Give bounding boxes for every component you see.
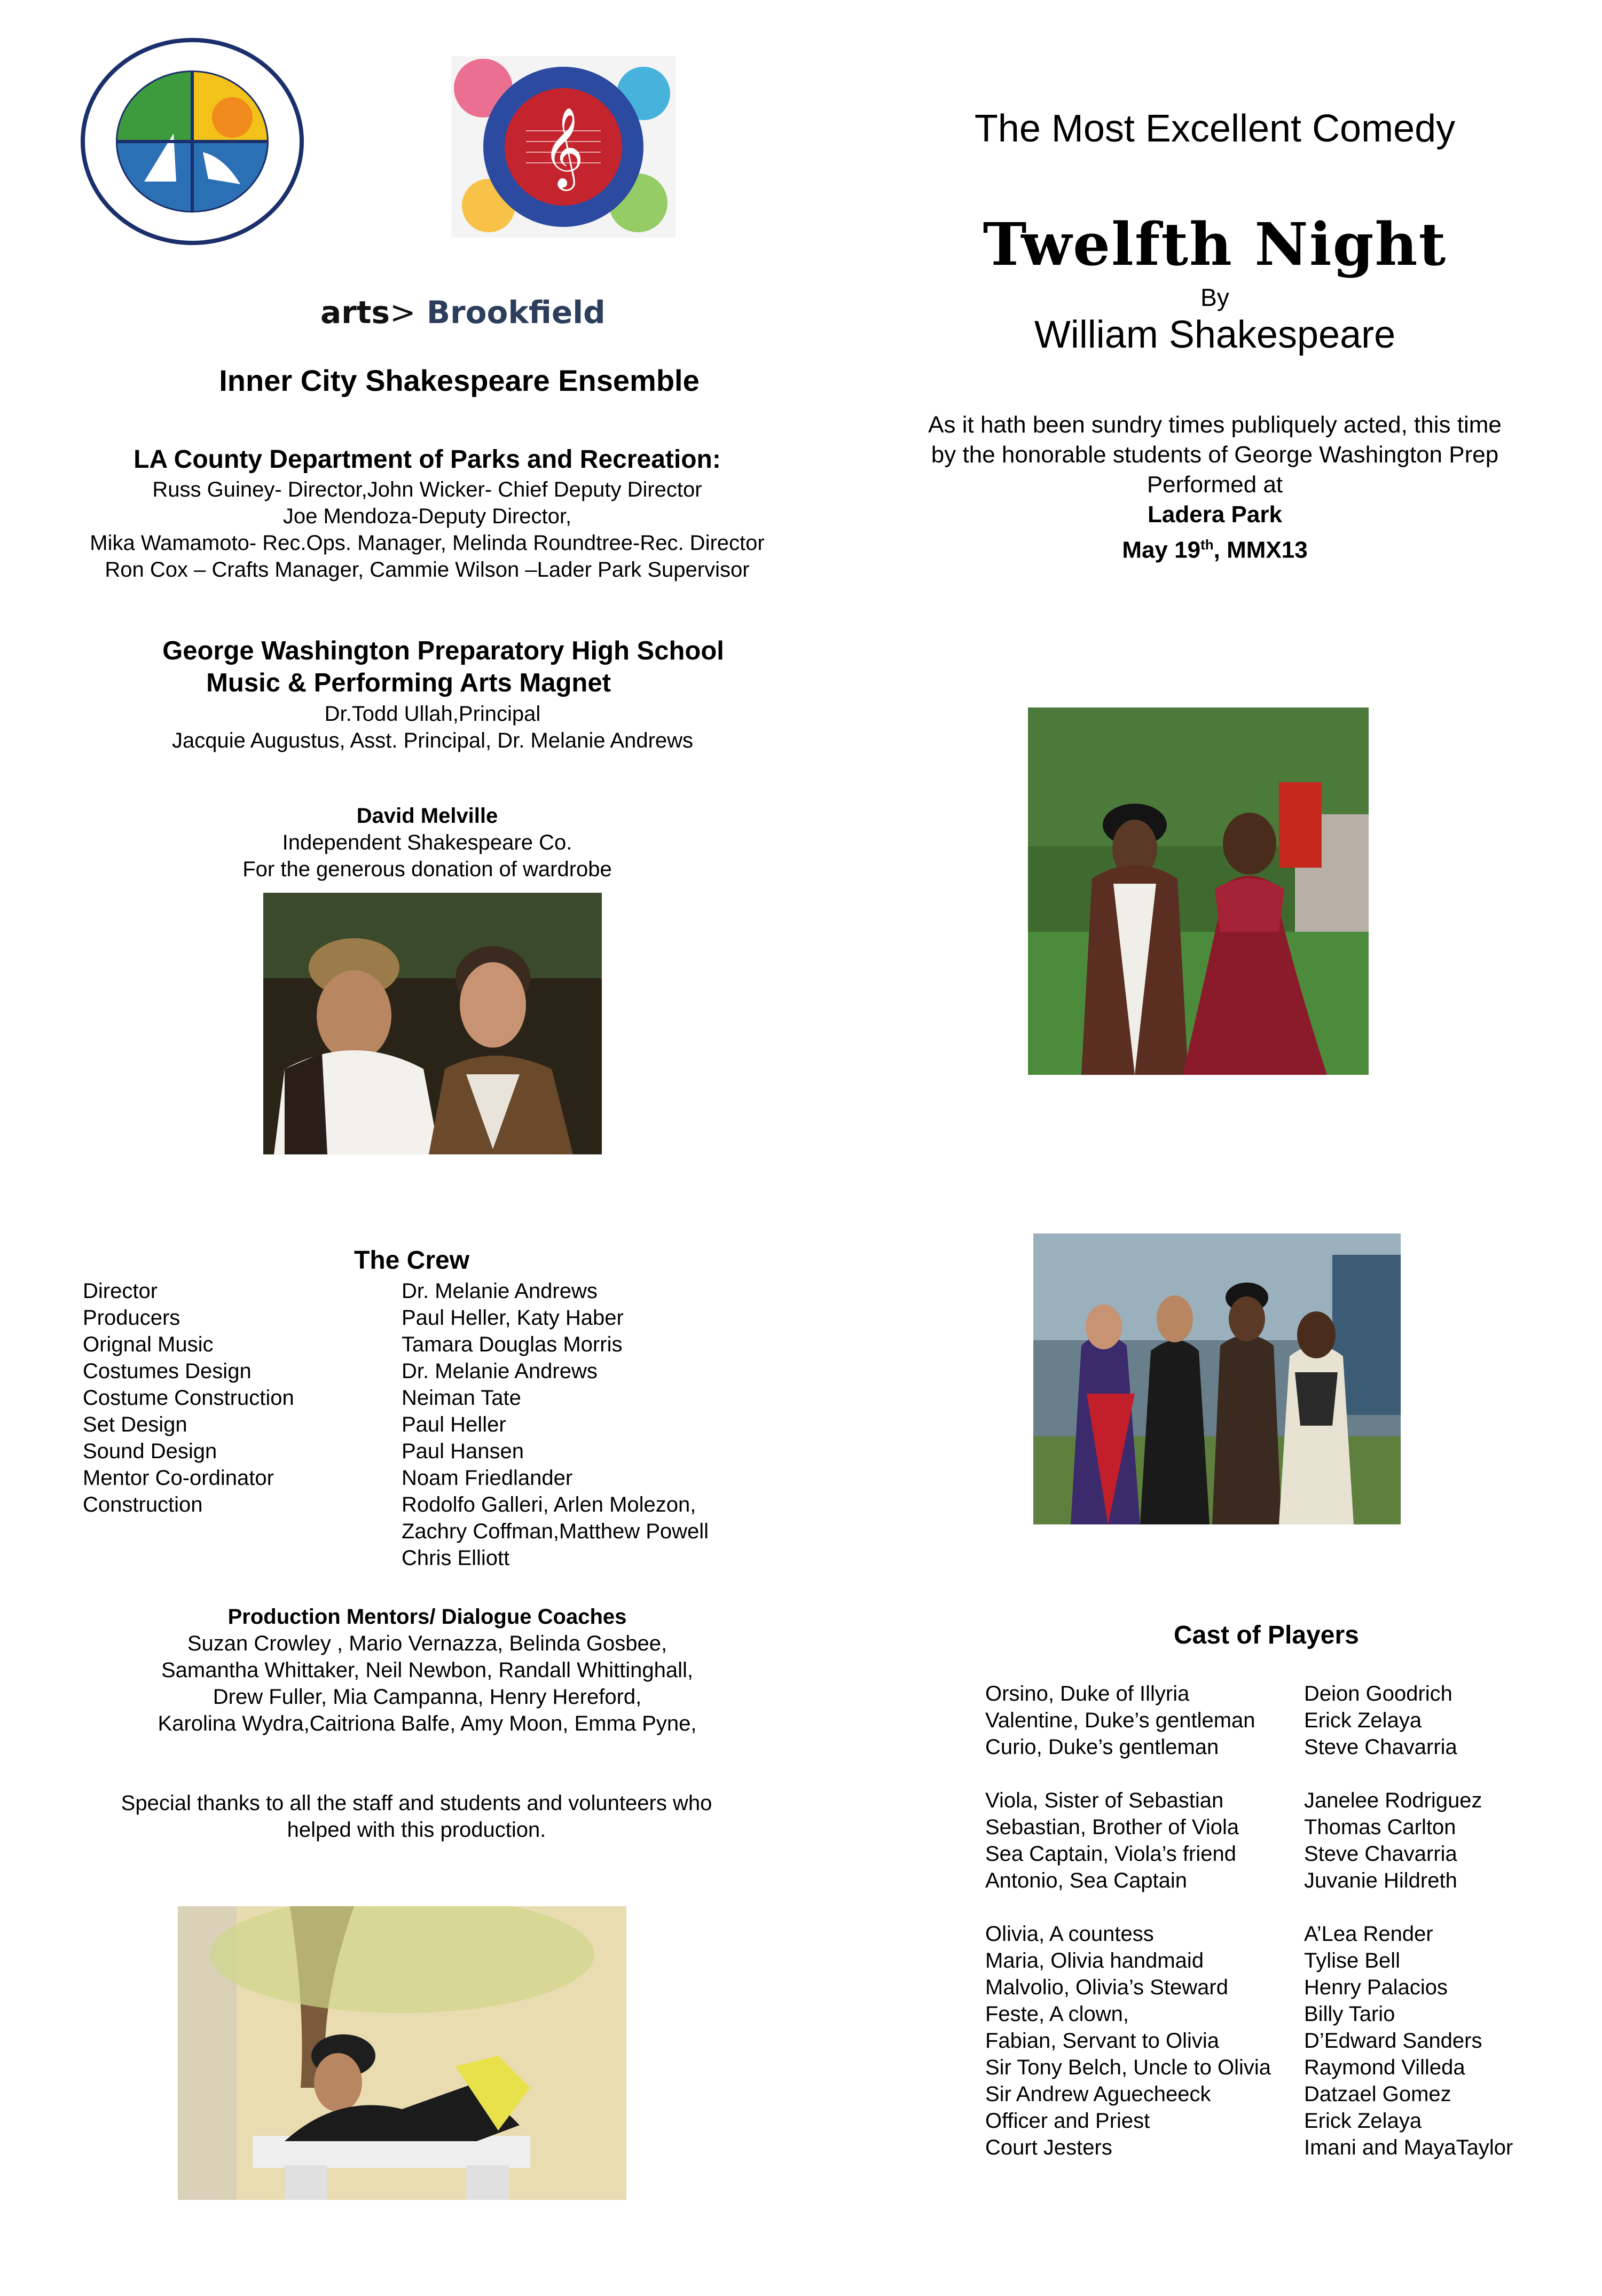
performing-arts-magnet-logo [451,56,676,238]
gw-staff: Dr.Todd Ullah,Principal Jacquie Augustus, Asst. Principal, Dr. Melanie Andrews [171,702,694,752]
gw-prep-heading: George Washington Preparatory High School [162,636,724,665]
cast-row: Viola, Sister of Sebastian Janelee Rodriguez [985,1789,1482,1812]
play-title: Twelfth Night [983,210,1447,279]
magnet-badge-text [451,56,452,57]
crew-row: Director Dr. Melanie Andrews [83,1279,598,1303]
crew-row: Set Design Paul Heller [83,1413,506,1436]
crew-heading: The Crew [354,1246,470,1275]
author-name: William Shakespeare [1034,313,1396,356]
crew-row: Costume Construction Neiman Tate [83,1386,521,1410]
cast-row: Maria, Olivia handmaid Tylise Bell [985,1949,1401,1972]
cast-row: Valentine, Duke’s gentleman Erick Zelaya [985,1709,1422,1732]
mentors-heading: Production Mentors/ Dialogue Coaches [227,1605,627,1629]
county-seal-text [80,37,81,38]
la-county-heading: LA County Department of Parks and Recreation: [134,445,721,474]
cast-row: Sea Captain, Viola’s friend Steve Chavarria [985,1842,1457,1866]
ensemble-heading: Inner City Shakespeare Ensemble [219,364,700,397]
comedy-subtitle: The Most Excellent Comedy [974,107,1456,150]
cast-list [985,1680,1573,2161]
cast-row: Sir Andrew Aguecheeck Datzael Gomez [985,2082,1451,2106]
cast-row: Olivia, A countess A’Lea Render [985,1922,1433,1946]
crew-row: Producers Paul Heller, Katy Haber [83,1306,624,1330]
svg-text:𝄞: 𝄞 [543,106,584,187]
cast-row: Orsino, Duke of Illyria Deion Goodrich [985,1682,1452,1705]
cast-row: Sir Tony Belch, Uncle to Olivia Raymond Villeda [985,2056,1465,2079]
david-melville-name: David Melville [356,804,498,828]
venue: Ladera Park [1148,501,1282,528]
cast-row: Officer and Priest Erick Zelaya [985,2109,1422,2133]
david-melville-credit: Independent Shakespeare Co. For the generous donation of wardrobe [242,831,612,881]
county-seal-logo [80,37,304,246]
cast-row: Fabian, Servant to Olivia D’Edward Sanders [985,2029,1482,2053]
performance-date: May 19th, MMX13 [1122,537,1308,563]
crew-row: Sound Design Paul Hansen [83,1440,524,1463]
two-actors-photo [263,893,602,1154]
crew-row: Chris Elliott [402,1546,510,1570]
by-label: By [1200,284,1229,311]
arts-brookfield-logo: arts> Brookfield [320,294,606,331]
crew-row: Orignal Music Tamara Douglas Morris [83,1333,623,1356]
crew-row: Construction Rodolfo Galleri, Arlen Molezon, [83,1493,696,1516]
cast-row: Antonio, Sea Captain Juvanie Hildreth [985,1869,1457,1892]
crew-list [83,1278,777,1571]
cast-row: Sebastian, Brother of Viola Thomas Carlton [985,1815,1456,1839]
group-costume-photo [1033,1233,1401,1524]
reclining-actor-photo [178,1906,626,2200]
cast-row: Malvolio, Olivia’s Steward Henry Palacios [985,1976,1448,1999]
la-county-staff: Russ Guiney- Director,John Wicker- Chief Deputy Director Joe Mendoza-Deputy Director, Mika Wamamoto- Rec.Ops. Manager, Melinda Roundtree-Rec. Director Ron Cox – Crafts Manager, Cammie Wilson –Lader Park Supervisor [90,478,765,581]
crew-row: Mentor Co-ordinator Noam Friedlander [83,1466,573,1490]
crew-row: Costumes Design Dr. Melanie Andrews [83,1359,598,1383]
cast-row: Feste, A clown, Billy Tario [985,2002,1395,2026]
magnet-heading: Music & Performing Arts Magnet [206,669,611,697]
crew-row: Zachry Coffman,Matthew Powell [402,1520,709,1543]
cast-row: Court Jesters Imani and MayaTaylor [985,2136,1513,2159]
couple-costume-photo [1028,707,1369,1075]
special-thanks: Special thanks to all the staff and students and volunteers who helped with this production. [121,1791,712,1842]
cast-row: Curio, Duke’s gentleman Steve Chavarria [985,1735,1457,1759]
mentors-list: Suzan Crowley , Mario Vernazza, Belinda Gosbee, Samantha Whittaker, Neil Newbon, Randall Whittinghall, Drew Fuller, Mia Campanna, Henry Hereford, Karolina Wydra,Caitriona Balfe, Amy Moon, Emma Pyne, [158,1632,697,1735]
performance-note: As it hath been sundry times publiquely acted, this time by the honorable students of George Washington Prep Performed at [928,412,1502,498]
cast-heading: Cast of Players [1174,1621,1359,1649]
